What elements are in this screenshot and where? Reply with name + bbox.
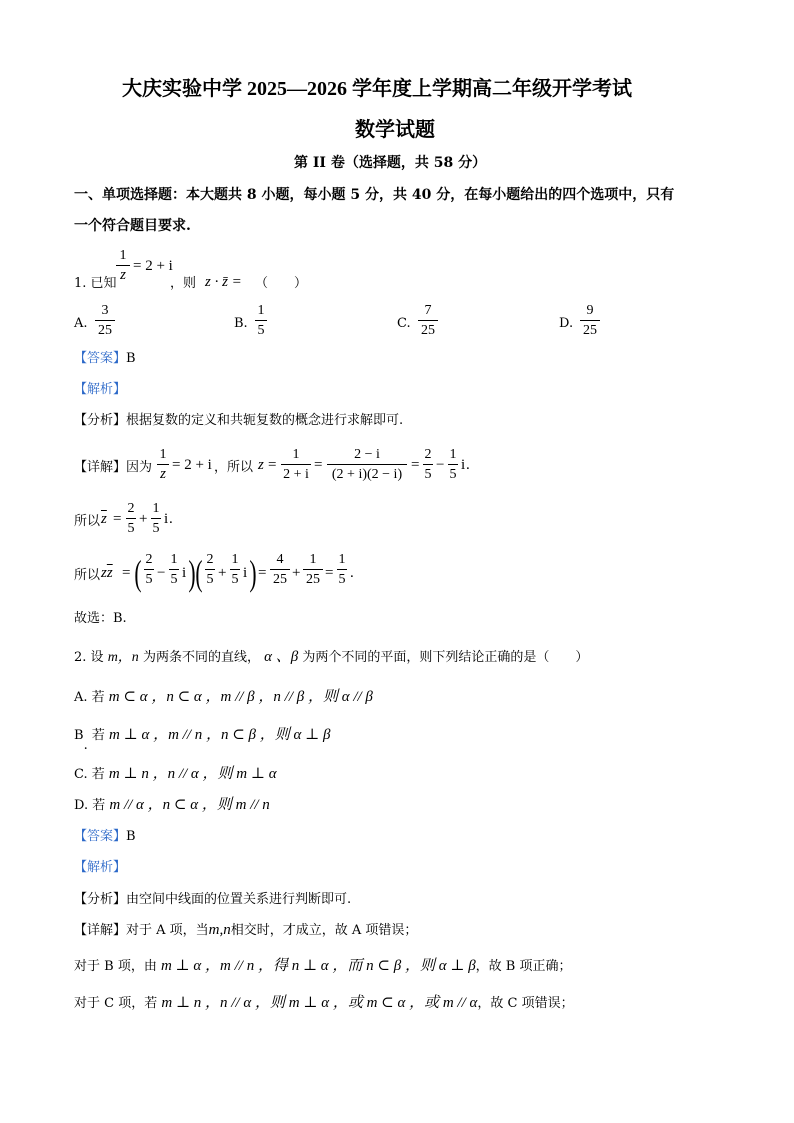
stem-vars: m，n — [107, 650, 139, 665]
detail1-frac-1-over-2pi — [281, 446, 311, 483]
q2-option-c — [74, 766, 277, 783]
detail3-i-1: i — [182, 565, 187, 581]
detail2-frac-1-5 — [151, 500, 161, 537]
frac-den: 5 — [145, 572, 153, 587]
detail-post: ，故 C 项错误； — [477, 996, 574, 1011]
q2-detail-a — [74, 922, 417, 939]
detail1-frac-1-over-z — [157, 446, 169, 483]
frac-num: 7 — [424, 303, 432, 318]
q2-answer — [74, 829, 136, 845]
q2-stem — [74, 649, 588, 666]
detail3-frac-b — [169, 551, 179, 588]
frac-den: 5 — [338, 572, 346, 587]
frac-den: 25 — [273, 572, 287, 587]
detail3-plus-2: + — [292, 565, 301, 581]
page-title: 大庆实验中学 2025—2026 学年度上学期高二年级开学考试 — [122, 78, 632, 100]
frac-num: 1 — [257, 303, 265, 318]
detail3-frac-d — [230, 551, 240, 588]
detail2-frac-2-5 — [126, 500, 136, 537]
q1-option-d-label: D. — [559, 316, 574, 331]
detail1-rhs: = 2 + i — [172, 457, 212, 473]
frac-num: 2 − i — [354, 447, 380, 462]
q1-blank: （ ） — [255, 276, 308, 291]
detail1-frac-1-5 — [448, 446, 458, 483]
frac-den: 25 — [421, 323, 435, 338]
detail3-minus: − — [157, 565, 166, 581]
frac-den: z — [120, 267, 126, 283]
detail3-prefix: 所以 — [74, 568, 101, 583]
detail2-plus: + — [139, 511, 148, 527]
q1-expression: z · z̄ = — [205, 274, 242, 290]
frac-num: 4 — [276, 552, 284, 567]
q2-detail-c — [74, 995, 574, 1012]
answer-tag: 【答案】 — [74, 351, 127, 366]
q1-then: ，则 — [170, 276, 197, 291]
detail-pre: 对于 C 项，若 — [74, 996, 158, 1011]
z: z — [101, 565, 107, 581]
frac-num: 1 — [170, 552, 178, 567]
frac-num: 2 — [145, 552, 153, 567]
detail1-so: ，所以 — [214, 460, 254, 475]
option-label: C. 若 — [74, 767, 105, 782]
frac-num: 1 — [309, 552, 317, 567]
detail-pre: 对于 B 项，由 — [74, 959, 157, 974]
frac-num: 1 — [159, 447, 167, 462]
frac-den: 5 — [170, 572, 178, 587]
fenxi-tag: 【分析】 — [74, 413, 127, 428]
q2-detail-b — [74, 958, 572, 975]
detail1-eq-3: = — [411, 457, 420, 473]
detail-tag: 【详解】 — [74, 460, 127, 475]
detail2-zbar: $\overline{z}$ — [101, 511, 107, 527]
frac-den: 5 — [127, 521, 135, 536]
frac-num: 2 — [424, 447, 432, 462]
detail2-prefix: 所以 — [74, 514, 101, 529]
option-math: m ⊥ n ，n // α ，则 m ⊥ α — [108, 766, 277, 782]
detail-because: 因为 — [126, 460, 153, 475]
detail2-i: i — [164, 511, 169, 527]
frac-den: 25 — [306, 572, 320, 587]
detail1-frac-2-5 — [423, 446, 433, 483]
frac-num: 3 — [101, 303, 109, 318]
q1-conclusion: 故选：B. — [74, 611, 127, 626]
answer-value: B — [126, 351, 136, 366]
option-math: m // α ，n ⊂ α ，则 m // n — [109, 797, 270, 813]
option-label: B — [74, 728, 84, 743]
instructions-line-2: 一个符合题目要求. — [74, 218, 191, 234]
q1-option-c-value — [418, 302, 438, 339]
frac-num: 1 — [449, 447, 457, 462]
detail3-plus-1: + — [218, 565, 227, 581]
frac-den: 5 — [231, 572, 239, 587]
frac-num: 1 — [119, 248, 127, 263]
stem-c: 为两个不同的平面，则下列结论正确的是（ ） — [302, 650, 589, 665]
q1-analysis-tag: 【解析】 — [74, 382, 127, 397]
detail-post: ，故 B 项正确； — [475, 959, 572, 974]
detail-math: m ⊥ n ，n // α ，则 m ⊥ α ，或 m ⊂ α ，或 m // α — [161, 995, 478, 1011]
detail1-minus: − — [436, 457, 445, 473]
q2-option-a — [74, 689, 373, 706]
q2-analysis-tag: 【解析】 — [74, 860, 127, 875]
frac-num: 9 — [586, 303, 594, 318]
frac-den: 5 — [449, 467, 457, 482]
q1-option-d-value — [580, 302, 600, 339]
detail-tag: 【详解】 — [74, 923, 127, 938]
detail3-eq-2: = — [258, 565, 267, 581]
q1-option-c-label: C. — [397, 316, 411, 331]
q1-given-fraction — [116, 247, 130, 284]
q2-option-b: B. 若 m ⊥ α ，m // n ，n ⊂ β ，则 α ⊥ β — [74, 727, 331, 753]
q1-answer — [74, 351, 136, 367]
frac-num: 1 — [292, 447, 300, 462]
detail2-eq: = — [113, 511, 122, 527]
q1-detail-tag — [74, 460, 152, 476]
detail3-frac-4-25 — [270, 551, 290, 588]
q1-prefix: 1. 已知 — [74, 276, 117, 291]
detail3-i-2: i — [243, 565, 248, 581]
q2-option-d — [74, 797, 270, 814]
q1-option-a-value — [95, 302, 115, 339]
paren-open-1: ( — [134, 553, 142, 593]
detail-pre: 对于 A 项，当 — [126, 923, 209, 938]
detail1-z: z — [258, 457, 264, 473]
option-math: m ⊂ α ，n ⊂ α ，m // β ，n // β ，则 α // β — [108, 689, 373, 705]
paren-close-1: ) — [188, 553, 196, 593]
detail1-period: . — [466, 457, 470, 473]
detail3-eq-1: = — [122, 565, 131, 581]
option-label: A. 若 — [74, 690, 105, 705]
zbar: $\overline{z}$ — [106, 565, 113, 581]
frac-num: 2 — [206, 552, 214, 567]
option-pre: 若 — [91, 728, 105, 743]
q2-fenxi — [74, 892, 351, 908]
option-label: D. 若 — [74, 798, 106, 813]
frac-den: 5 — [206, 572, 214, 587]
stem-a: 2. 设 — [74, 650, 104, 665]
frac-num: 2 — [127, 501, 135, 516]
detail1-frac-conj — [327, 446, 407, 483]
frac-den: 25 — [98, 323, 112, 338]
detail-math: m ⊥ α ，m // n ，得 n ⊥ α ，而 n ⊂ β ，则 α ⊥ β — [160, 958, 476, 974]
detail-post: 相交时，才成立，故 A 项错误； — [230, 923, 418, 938]
detail3-frac-a — [144, 551, 154, 588]
frac-num: 1 — [231, 552, 239, 567]
detail3-zzbar — [101, 565, 113, 582]
detail2-period: . — [169, 511, 173, 527]
stem-planes: α 、β — [264, 649, 299, 665]
section-heading: 第 II 卷（选择题，共 58 分） — [294, 155, 487, 171]
instructions-line-1: 一、单项选择题：本大题共 8 小题，每小题 5 分，共 40 分，在每小题给出的四个选项中，只有 — [74, 187, 675, 203]
frac-num: 1 — [338, 552, 346, 567]
answer-tag: 【答案】 — [74, 829, 127, 844]
detail3-frac-c — [205, 551, 215, 588]
frac-den: (2 + i)(2 − i) — [331, 467, 403, 482]
option-math: m ⊥ α ，m // n ，n ⊂ β ，则 α ⊥ β — [109, 727, 331, 743]
detail3-frac-1-25 — [303, 551, 323, 588]
frac-den: z — [160, 466, 166, 482]
frac-den: 5 — [257, 323, 265, 338]
page-subtitle: 数学试题 — [355, 119, 435, 141]
q1-given-rhs: = 2 + i — [133, 258, 173, 274]
q1-option-a-label: A. — [74, 316, 88, 331]
frac-num: 1 — [152, 501, 160, 516]
q1-option-b-value — [255, 302, 267, 339]
fenxi-tag: 【分析】 — [74, 892, 127, 907]
frac-den: 5 — [152, 521, 160, 536]
stem-b: 为两条不同的直线， — [142, 650, 260, 665]
detail1-eq-1: = — [268, 457, 277, 473]
answer-value: B — [126, 829, 136, 844]
fenxi-text: 根据复数的定义和共轭复数的概念进行求解即可. — [126, 413, 404, 428]
detail3-frac-1-5-final — [337, 551, 347, 588]
frac-den: 25 — [583, 323, 597, 338]
q1-fenxi — [74, 413, 403, 429]
frac-den: 5 — [424, 467, 432, 482]
detail3-eq-3: = — [325, 565, 334, 581]
q1-option-b-label: B. — [234, 316, 248, 331]
detail1-i: i — [461, 457, 466, 473]
detail-vars: m,n — [208, 922, 231, 938]
paren-close-2: ) — [249, 553, 257, 593]
detail1-eq-2: = — [314, 457, 323, 473]
paren-open-2: ( — [195, 553, 203, 593]
fenxi-text: 由空间中线面的位置关系进行判断即可. — [126, 892, 352, 907]
detail3-period: . — [350, 565, 354, 581]
frac-den: 2 + i — [283, 467, 309, 482]
